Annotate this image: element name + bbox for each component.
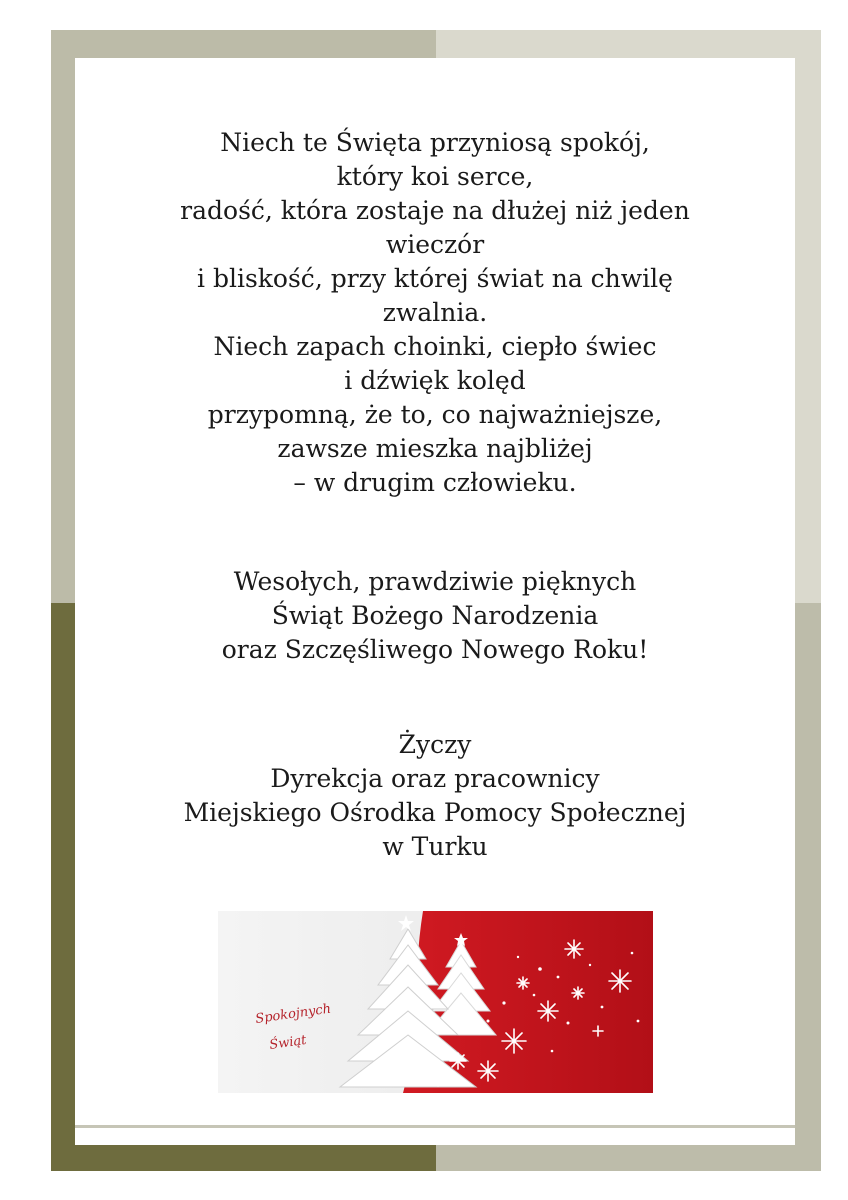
poem-line: zwalnia. [382, 298, 488, 327]
poem-line: Niech te Święta przyniosą spokój, [220, 128, 650, 157]
card-script-line1: Spokojnych [254, 1001, 332, 1027]
wishes-line: Wesołych, prawdziwie pięknych [233, 567, 637, 596]
poem-line: i dźwięk kolęd [344, 366, 526, 395]
poem-line: przypomną, że to, co najważniejsze, [207, 400, 663, 429]
poem-line: zawsze mieszka najbliżej [277, 434, 593, 463]
poem-line: Niech zapach choinki, ciepło świec [213, 332, 657, 361]
signature-line: Miejskiego Ośrodka Pomocy Społecznej [183, 798, 687, 827]
christmas-card-image [218, 911, 653, 1093]
signature-block [95, 728, 775, 864]
wishes-line: oraz Szczęśliwego Nowego Roku! [221, 635, 649, 664]
card-script-line2: Świąt [268, 1032, 308, 1053]
wishes-line: Świąt Bożego Narodzenia [271, 601, 599, 630]
poem-line: i bliskość, przy której świat na chwilę [197, 264, 673, 293]
bottom-divider [75, 1125, 795, 1128]
greeting-poem [95, 126, 775, 500]
signature-line: w Turku [382, 832, 488, 861]
signature-line: Dyrekcja oraz pracownicy [270, 764, 600, 793]
poem-line: – w drugim człowieku. [293, 468, 577, 497]
poem-line: który koi serce, [336, 162, 534, 191]
poem-line: radość, która zostaje na dłużej niż jeden [180, 196, 690, 225]
poem-line: wieczór [385, 230, 485, 259]
signature-line: Życzy [398, 730, 472, 759]
holiday-wishes [95, 565, 775, 667]
christmas-tree-illustration [218, 911, 653, 1093]
